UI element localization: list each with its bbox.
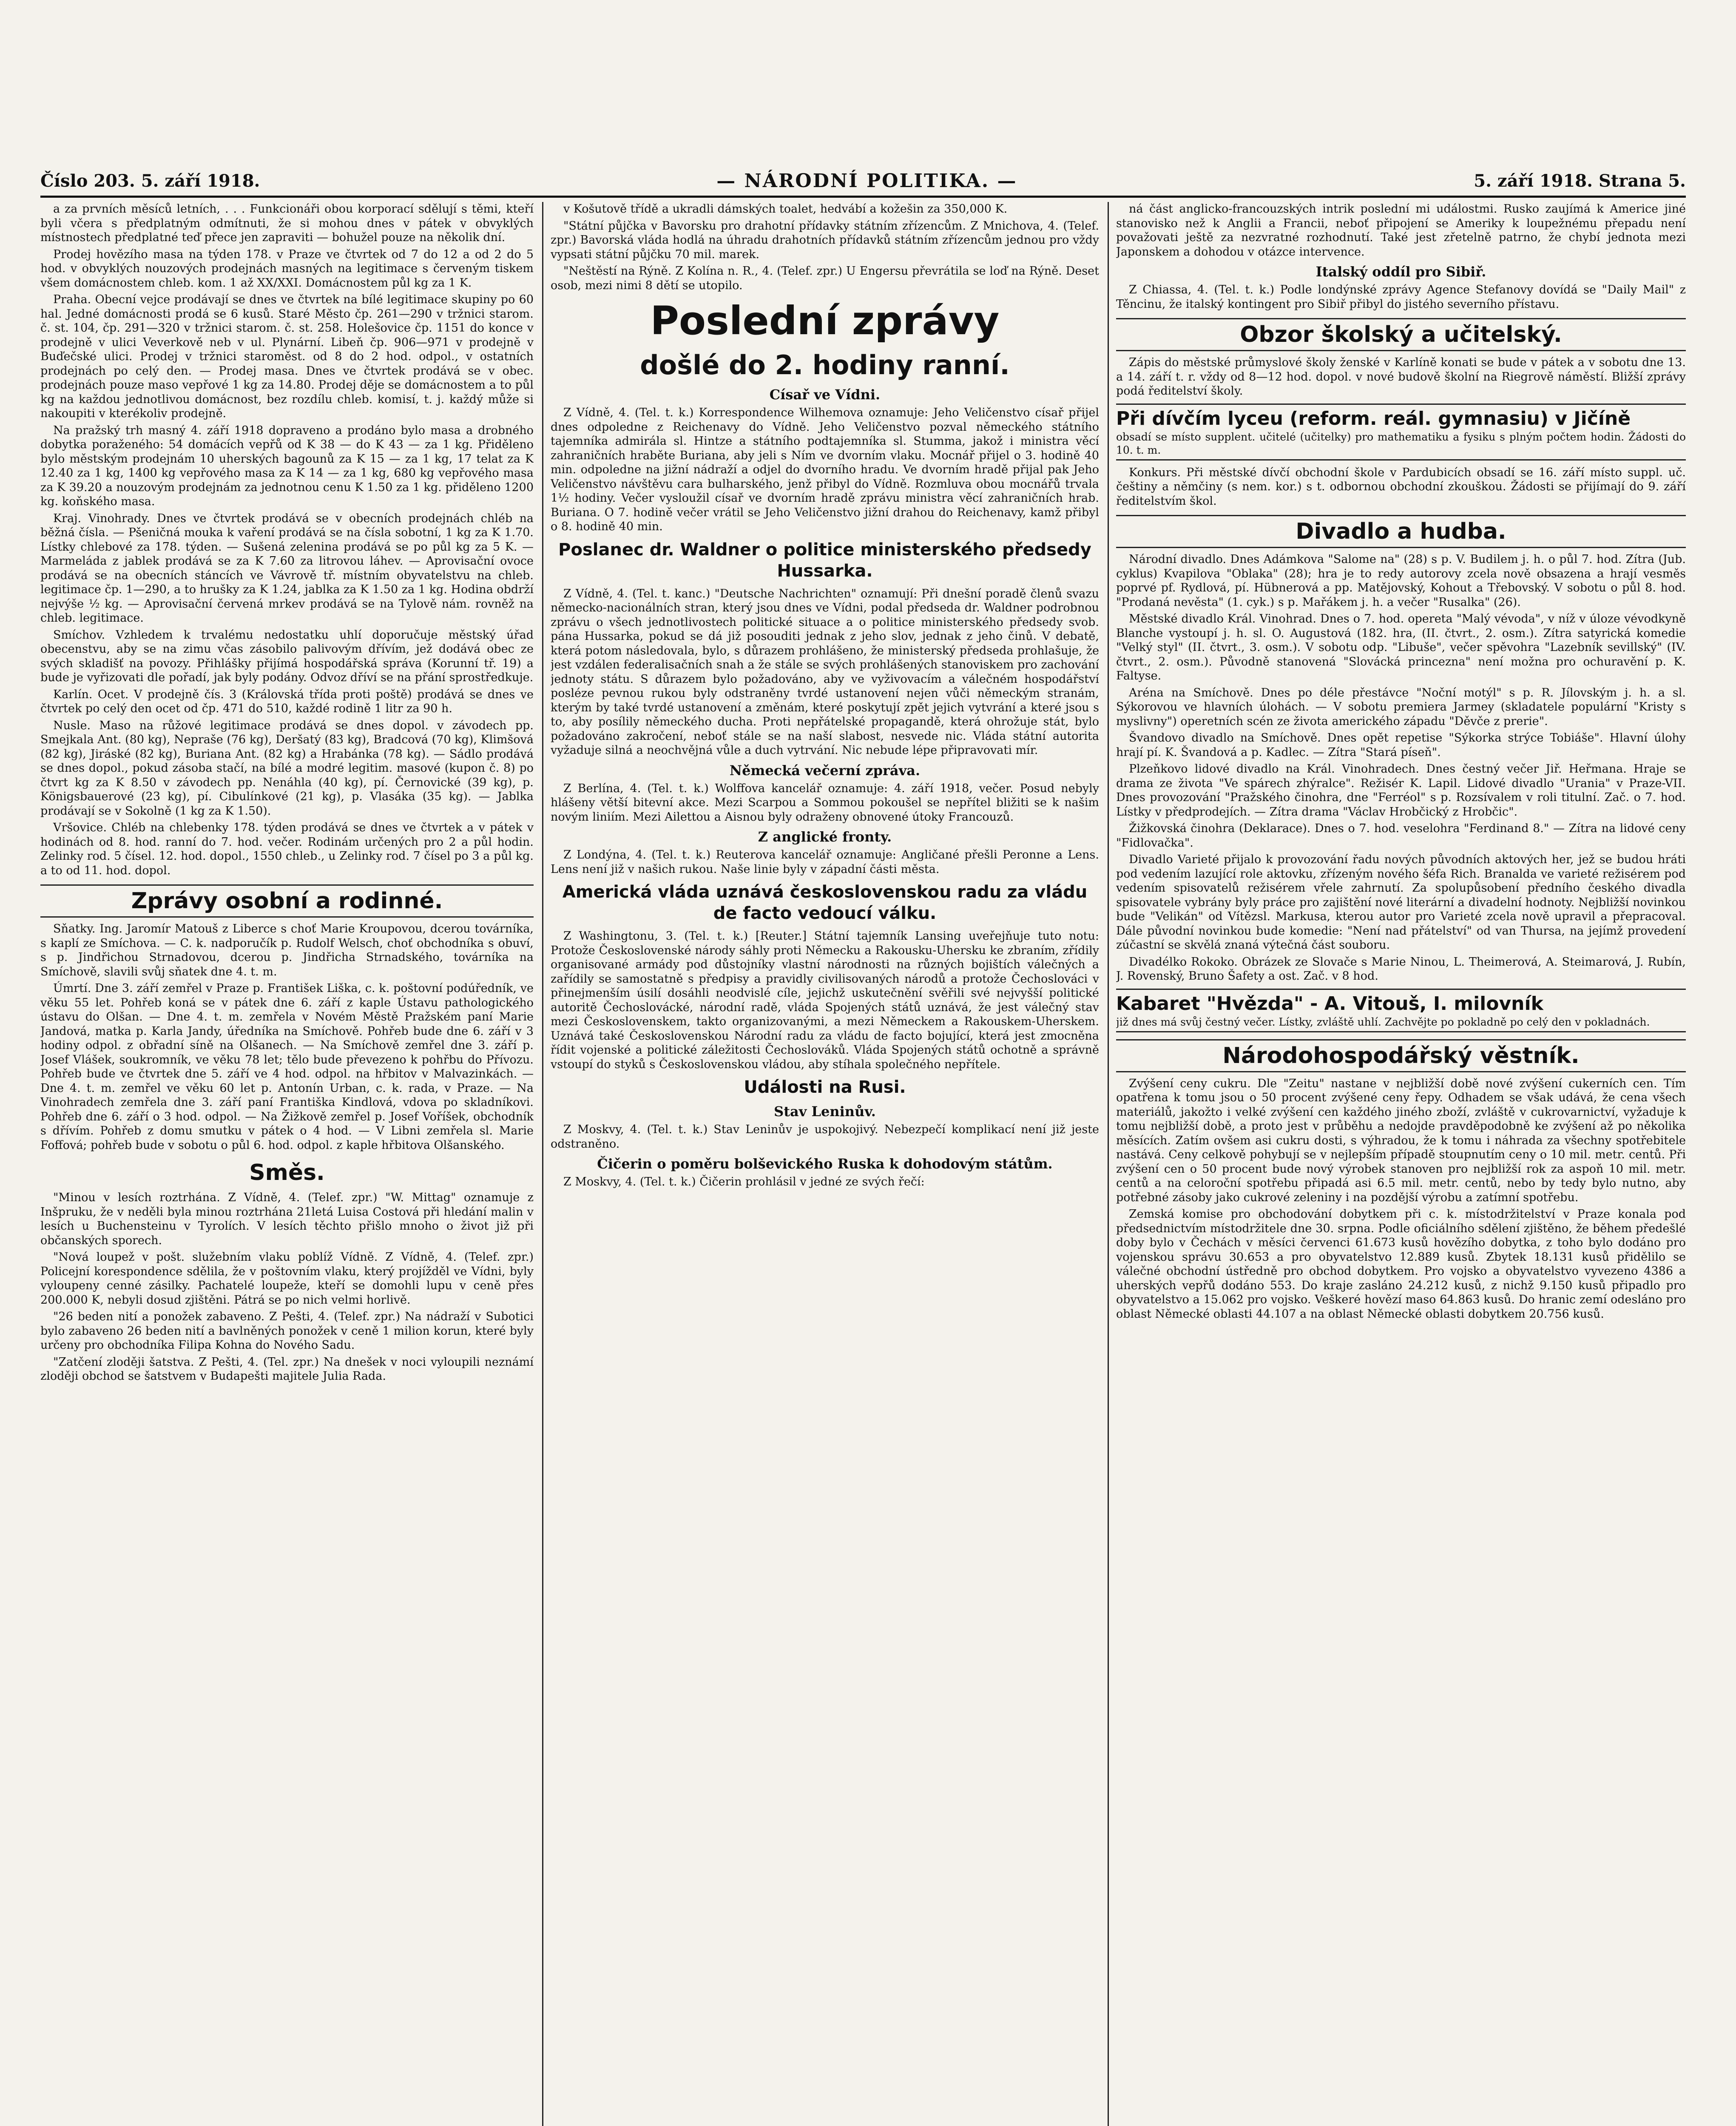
article-heading: Události na Rusi. xyxy=(744,1077,906,1097)
article-text: Národní divadlo. Dnes Adámkova "Salome na" (28) s p. V. Budilem j. h. o půl 7. hod. Zítra (Jub. cyklus) Kvapilova "Oblaka" (28); hra je to redy autorovy zcela nově obsazena a hrají vesměs poprvé pf. Rydlová, pí. Hübnerová a pp. Matějovský, Kohout a Třebovský. V sobotu o půl 8. hod. "Prodaná nevěsta" (1. cyk.) s p. Mařákem j. h. a večer "Rusalka" (26). xyxy=(1116,553,1686,609)
section-heading-personal: Zprávy osobní a rodinné. xyxy=(40,884,534,918)
article-text: Sňatky. Ing. Jaromír Matouš z Liberce s choť Marie Kroupovou, dcerou továrníka, s kaplí ze Smíchova. — C. k. nadporučík p. Rudolf Welsch, choť obchodníka s obuví, s p. Jindřichou Strnadovou, dcerou p. Jindřicha Strnadského, továrníka na Smíchově, slavili svůj sňatek dne 4. t. m. xyxy=(40,922,534,978)
article-text: Žižkovská činohra (Deklarace). Dnes o 7. hod. veselohra "Ferdinand 8." — Zítra na lidové ceny "Fidlovačka". xyxy=(1116,822,1686,850)
article-heading: Italský oddíl pro Sibiř. xyxy=(1315,264,1486,280)
article-subheading: Stav Leninův. xyxy=(774,1103,876,1120)
article-text: Městské divadlo Král. Vinohrad. Dnes o 7. hod. opereta "Malý vévoda", v níž v úloze vévodkyně Blanche vystoupí j. h. sl. O. Augustová (182. hra, (II. čtvrt., 2. osm.). Zítra satyrická komedie "Velký styl" (II. čtvrt., 3. osm.). V sobotu odp. "Libuše", večer spěvohra "Lazebník sevillský" (IV. čtvrt., 2. osm.). Původně stanovená "Slovácká princezna" není možna pro ochuravění p. K. Faltyse. xyxy=(1116,612,1686,682)
article-text: Prodej hovězího masa na týden 178. v Praze ve čtvrtek od 7 do 12 a od 2 do 5 hod. v obvyklých nouzových prodejnách masných na legitimace s červeným tiskem všem domácnostem chleb. kom. 1 až XX/XXI. Domácnostem půl kg za 1 K. xyxy=(40,247,534,290)
article-text: "Nová loupež v pošt. služebním vlaku poblíž Vídně. Z Vídně, 4. (Telef. zpr.) Policejní korespondence sdělila, že v poštovním vlaku, který projížděl ve Vídni, byly vyloupeny cenné zásilky. Pachatelé loupeže, kteří se domohli lupu v ceně přes 200.000 K, nebyli dosud zjištěni. Pátrá se po nich velmi horlivě. xyxy=(40,1251,534,1307)
column-1 xyxy=(40,202,534,2126)
article-text: Divadélko Rokoko. Obrázek ze Slovače s Marie Ninou, L. Theimerová, A. Steimarová, J. Rubín, J. Rovenský, Bruno Šafety a ost. Zač. v 8 hod. xyxy=(1116,955,1686,983)
article-text: "Zatčení zloději šatstva. Z Pešti, 4. (Tel. zpr.) Na dnešek v noci vyloupili neznámí zloději obchod se šatstvem v Budapešti majitele Julia Rada. xyxy=(40,1355,534,1383)
article-text: Kraj. Vinohrady. Dnes ve čtvrtek prodává se v obecních prodejnách chléb na běžná čísla. — Pšeničná mouka k vaření prodává se na čísla sobotní, 1 kg za K 1.70. Lístky chlebové za 178. týden. — Sušená zelenina prodává se po půl kg za 5 K. — Marmeláda z jablek prodává se za K 7.60 za litrovou láhev. — Aprovisační ovoce prodává se na obecních stáncích ve Vávrově tř. místním obyvatelstvu na chleb. legitimace čp. 1—290, a to hrušky za K 1.24, jablka za K 1.50 za 1 kg. Hodina obdrží nejvýše ½ kg. — Aprovisační červená mrkev prodává se na Tylově nám. rovněž na chleb. legitimace. xyxy=(40,512,534,625)
article-text: Konkurs. Při městské dívčí obchodní škole v Pardubicích obsadí se 16. září místo suppl. uč. češtiny a němčiny (s nem. kor.) s t. odbornou obchodní zkouškou. Žádosti se přijímají do 9. září ředitelstvím škol. xyxy=(1116,466,1686,508)
advertisement xyxy=(1116,989,1686,1032)
article-text: a za prvních měsíců letních, . . . Funkcionáři obou korporací sdělují s těmi, kteří byli včera s předplatným odmítnuti, že si mohou dnes v pátek v obvyklých místnostech předplatné teď přece jen zapraviti — bohužel pouze na několik dní. xyxy=(40,202,534,244)
article-text: Z Vídně, 4. (Tel. t. kanc.) "Deutsche Nachrichten" oznamují: Při dnešní poradě členů svazu německo-nacionálních stran, který jsou dnes ve Vídni, podal předseda dr. Waldner podrobnou zprávu o všech jednotlivostech politické situace a o politice ministerského předsedy svob. pána Hussarka, pokud se dá již posouditi jednak z jeho slov, jednak z jeho činů. V debatě, která potom následovala, bylo, s důrazem prohlášeno, že ministerský předseda prohlašuje, že jest vzdálen federalisačních snah a že stále se svých prohlášených stanoviskem pro zachování jednoty státu. S důrazem bylo požadováno, aby ve vyživovacím a válečném hospodářství posléze pevnou rukou byly odstraněny tvrdé ustanovení nejen vůči německým stranám, kterým by také tvrdé ustanovení a změnám, které poskytují zpět jejich vytvrání a které jsou s to, aby posílily německého ducha. Proti nepřátelské propagandě, která ohrožuje stát, bylo požadováno zakročení, neboť stále se na naší slabost, nesvede nic. Vláda státní autorita vyžaduje silná a neochvějná vůle a duch vytrvání. Nic nebude lépe připravovati mír. xyxy=(551,587,1099,757)
article-text: "26 beden nití a ponožek zabaveno. Z Pešti, 4. (Telef. zpr.) Na nádraží v Subotici bylo zabaveno 26 beden nití a bavlněných ponožek v ceně 1 milion korun, které byly určeny pro obchodníka Filipa Kohna do Nového Sadu. xyxy=(40,1310,534,1352)
article-text: Z Moskvy, 4. (Tel. t. k.) Stav Leninův je uspokojivý. Nebezpečí komplikací není již jeste odstraněno. xyxy=(551,1123,1099,1151)
advertisement xyxy=(1116,404,1686,460)
ad-text: obsadí se místo supplent. učitelé (učitelky) pro mathematiku a fysiku s plným počtem hodin. Žádosti do 10. t. m. xyxy=(1116,430,1686,456)
article-text: Zápis do městské průmyslové školy ženské v Karlíně konati se bude v pátek a v sobotu dne 13. a 14. září t. r. vždy od 8—12 hod. dopol. v nové budově školní na Riegrově náměstí. Bližší zprávy podá ředitelství školy. xyxy=(1116,356,1686,398)
article-text: Z Berlína, 4. (Tel. t. k.) Wolffova kancelář oznamuje: 4. září 1918, večer. Posud nebyly hlášeny větší bitevní akce. Mezi Scarpou a Sommou pokoušel se nepřítel bližiti se k našim novým liniím. Mezi Ailettou a Aisnou byly odraženy obnovené útoky Francouzů. xyxy=(551,782,1099,824)
article-text: Praha. Obecní vejce prodávají se dnes ve čtvrtek na bílé legitimace skupiny po 60 hal. Jedné domácnosti prodá se 6 kusů. Staré Město čp. 261—290 v tržnici starom. č. st. 104, čp. 291—320 v tržnici starom. č. st. 258. Holešovice čp. 1151 do konce v prodejně v ulici Veverkově neb v ul. Plynární. Libeň čp. 906—971 v prodejně v Buďečské ulici. Prodej v tržnici staroměst. od 8 do 2 hod. odpol., v ostatních prodejnách po celý den. — Prodej masa. Dnes ve čtvrtek prodává se v obec. prodejnách pouze maso vepřové 1 kg za 14.80. Prodej děje se domácnostem a to půl kg na každou jednotlivou domácnost, bez rozdílu chleb. komisí, t. j. každý může si nakoupiti v kterékoliv prodejně. xyxy=(40,293,534,420)
article-heading: Americká vláda uznává československou radu za vládu de facto vedoucí válku. xyxy=(562,882,1088,923)
article-text: Vršovice. Chléb na chlebenky 178. týden prodává se dnes ve čtvrtek a v pátek v hodinách od 8. hod. ranní do 7. hod. večer. Rodinám určených pro 2 a půl hodin. Zelinky rod. 5 čísel. 12. hod. dopol., 1550 chleb., u Zelinky rod. 7 čísel po 3 a půl kg. a to od 11. hod. dopol. xyxy=(40,821,534,877)
article-text: Švandovo divadlo na Smíchově. Dnes opět repetise "Sýkorka strýce Tobiáše". Hlavní úlohy hrají pí. K. Švandová a p. Kadlec. — Zítra "Stará píseň". xyxy=(1116,731,1686,759)
section-heading-smes: Směs. xyxy=(249,1160,325,1185)
article-text: "Neštěstí na Rýně. Z Kolína n. R., 4. (Telef. zpr.) U Engersu převrátila se loď na Rýně. Deset osob, mezi nimi 8 dětí se utopilo. xyxy=(551,264,1099,292)
article-text: Zemská komise pro obchodování dobytkem při c. k. místodržitelství v Praze konala pod předsednictvím místodržitele dne 30. srpna. Podle oficiálního sdělení zjištěno, že během předešlé doby bylo v Čechách v měsíci červenci 61.673 kusů hovězího dobytka, z toho bylo dodáno pro vojenskou správu 30.653 a pro obyvatelstvo 12.889 kusů. Zbytek 18.131 kusů přidělilo se válečné obchodní ústředně pro obchod dobytkem. Pro vojsko a obyvatelstvo vyvezeno 4386 a uherských vepřů dodáno 553. Do kraje zasláno 24.212 kusů, z nichž 9.150 kusů připadlo pro obyvatelstvo a 15.062 pro vojsko. Veškeré hovězí maso 64.863 kusů. Do hranic zemí odesláno pro oblast Německé oblasti 44.107 a na oblast Německé oblasti dobytkem 20.756 kusů. xyxy=(1116,1208,1686,1321)
article-text: Úmrtí. Dne 3. září zemřel v Praze p. František Liška, c. k. poštovní podúředník, ve věku 55 let. Pohřeb koná se v pátek dne 6. září z kaple Ústavu pathologického ústavu do Olšan. — Dne 4. t. m. zemřela v Novém Městě Pražském paní Marie Jandová, matka p. Karla Jandy, úředníka na Smíchově. Pohřeb bude dne 6. září v 3 hodiny odpol. z obřadní síně na Olšanech. — Na Smíchově zemřel dne 3. září p. Josef Vlášek, soukromník, ve věku 78 let; tělo bude převezeno k pohřbu do Přívozu. Pohřeb bude ve čtvrtek dne 5. září ve 4 hod. odpol. na hřbitov v Malvazinkách. — Dne 4. t. m. zemřel ve věku 60 let p. Antonín Urban, c. k. rada, v Praze. — Na Vinohradech zemřela dne 3. září paní Františka Kindlová, vdova po skladníkovi. Pohřeb dne 6. září o 3 hod. odpol. — Na Žižkově zemřel p. Josef Voříšek, obchodník s dřívím. Pohřeb z domu smutku v pátek o 4 hod. — V Libni zemřela sl. Marie Foffová; pohřeb bude v sobotu o půl 6. hod. odpol. z kaple hřbitova Olšanského. xyxy=(40,982,534,1152)
newspaper-page xyxy=(40,140,1686,2126)
article-text: Z Chiassa, 4. (Tel. t. k.) Podle londýnské zprávy Agence Stefanovy dovídá se "Daily Mail" z Těncinu, že italský kontingent pro Sibiř přibyl do jistého severního přístavu. xyxy=(1116,283,1686,311)
article-text: Z Washingtonu, 3. (Tel. t. k.) [Reuter.] Státní tajemník Lansing uveřejňuje tuto notu: Protože Československé národy sáhly proti Německu a Rakousku-Uhersku ke zbraním, zřídily organisované armády pod důstojníky vlastní národnosti na různých bojištích válečných a zařídily se samostatně s předpisy a pravidly civilisovaných národů a protože Čechoslováci v přinejmenším úsilí dosáhli neodvislé cíle, jejichž uskutečnění svěřili své nejvyšší politické autoritě Čechoslovácké, národní radě, vláda Spojených států uznává, že jest válečný stav mezi Československem, takto organizovanými, a mezi Německem a Rakouskem-Uherskem. Uznává také Československou Národní radu za vládu de facto bojující, která jest zmocněna řídit vojenské a politické záležitosti Čechoslováků. Vláda Spojených států ochotně a správně vstoupí do styků s Československou vládou, aby stíhala společného nepřítele. xyxy=(551,929,1099,1071)
article-heading: Poslanec dr. Waldner o politice ministerského předsedy Hussarka. xyxy=(558,540,1091,581)
article-text: ná část anglicko-francouzských intrik poslední mi událostmi. Rusko zaujímá k Americe jiné stanovisko než k Anglii a Francii, neboť připojení se Ameriky k loupežnému přepadu není považovati ještě za nezvratné rozhodnutí. Také jest zřetelně patrno, že chybí jednota mezi Japonskem a dohodou v otázce intervence. xyxy=(1116,202,1686,259)
article-text: Divadlo Varieté přijalo k provozování řadu nových původních aktových her, jež se budou hráti pod vedením lazující role aktovku, zřízeným nového šéfa Rich. Branalda ve varieté režisérem pod vedením spisovatelů režisérem vřele zahrnutí. Za spolupůsobení předního českého divadla spisovatele vybrány byly práce pro zajištění nové literární a divadelní hodnoty. Nejbližší novinkou bude "Velikán" od Vítězsl. Markusa, kterou autor pro Varieté zcela nově upravil a přepracoval. Dále původní novinkou bude komedie: "Není nad přátelství" od van Thursa, na jejímž provedení zúčastní se skvělá znaná výtečná část souboru. xyxy=(1116,853,1686,952)
newspaper-title: — NÁRODNÍ POLITIKA. — xyxy=(716,170,1017,192)
article-text: Aréna na Smíchově. Dnes po déle přestávce "Noční motýl" s p. R. Jílovským j. h. a sl. Sýkorovou ve hlavních úlohách. — V sobotu premiera Jarmey (skladatele populární "Kristy s myslivny") operetních scén ze života amerického západu "Děvče z prerie". xyxy=(1116,686,1686,728)
section-heading-theatre: Divadlo a hudba. xyxy=(1116,515,1686,548)
column-divider xyxy=(542,202,543,2126)
article-text: Z Vídně, 4. (Tel. t. k.) Korrespondence Wilhemova oznamuje: Jeho Veličenstvo císař přijel dnes odpoledne z Reichenavy do Vídně. Jeho Veličenstvo pozval německého státního tajemníka admirála sl. Hintze a státního podtajemníka sl. Stumma, jakož i ministra věcí zahraničních hraběte Buriana, aby jeli s Ním ve dvorním vlaku. Mocnář přijel o 3. hodině 40 min. odpoledne na jižní nádraží a odjel do dvorního hradu. Ve dvorním hradě přijal pak Jeho Veličenstvo návštěvu cara bulharského, jenž přibyl do Vídně. Rozmluva obou mocnářů trvala 1½ hodiny. Večer vysloužil císař ve dvorním hradě zprávu ministra věcí zahraničních hrab. Buriana. O 7. hodině večer vrátil se Jeho Veličenstvo jižní drahou do Reichenavy, kamž přibyl o 8. hodině 40 min. xyxy=(551,406,1099,533)
ad-title: Kabaret "Hvězda" - A. Vitouš, I. milovník xyxy=(1116,992,1543,1015)
section-heading-school: Obzor školský a učitelský. xyxy=(1116,318,1686,351)
article-heading: Německá večerní zpráva. xyxy=(729,762,921,779)
issue-number: Číslo 203. 5. září 1918. xyxy=(40,171,260,191)
ad-text: již dnes má svůj čestný večer. Lístky, zvláště uhlí. Zachvějte po pokladně po celý den v pokladnách. xyxy=(1116,1015,1650,1028)
article-heading: Z anglické fronty. xyxy=(758,829,892,845)
section-subheading-latest-news: došlé do 2. hodiny ranní. xyxy=(640,350,1010,381)
masthead xyxy=(40,166,1686,198)
article-text: v Košutově třídě a ukradli dámských toalet, hedvábí a kožešin za 350,000 K. xyxy=(563,202,1008,216)
article-text: Karlín. Ocet. V prodejně čís. 3 (Královská třída proti poště) prodává se dnes ve čtvrtek po celý den ocet od čp. 471 do 510, každé rodině 1 litr za 90 h. xyxy=(40,688,534,715)
article-subheading: Čičerin o poměru bolševického Ruska k dohodovým státům. xyxy=(597,1156,1053,1172)
column-divider xyxy=(1108,202,1109,2126)
article-text: "Minou v lesích roztrhána. Z Vídně, 4. (Telef. zpr.) "W. Mittag" oznamuje z Inšpruku, že v neděli byla minou roztrhána 21letá Luisa Costová při hledání malin v lesích u Buchensteinu v Tyrolích. V lesích těchto přišlo mnoho o život již při občanských sporech. xyxy=(40,1191,534,1247)
article-text: Na pražský trh masný 4. září 1918 dopraveno a prodáno bylo masa a drobného dobytka poraženého: 54 domácích vepřů od K 38 — do K 43 — za 1 kg. Přiděleno bylo městským prodejnám 10 uherských bagounů za K 15 — za 1 kg, 17 telat za K 12.40 za 1 kg, 1400 kg vepřového masa za K 14 — za 1 kg, 680 kg vepřového masa za K 39.20 a nouzovým prodejnám za jednotnou cenu K 1.50 za 1 kg. přiděleno 1200 kg. koňského masa. xyxy=(40,423,534,508)
column-3 xyxy=(1116,202,1686,2126)
article-text: Z Londýna, 4. (Tel. t. k.) Reuterova kancelář oznamuje: Angličané přešli Peronne a Lens. Lens není již v našich rukou. Naše linie byly v západní části města. xyxy=(551,848,1099,876)
article-text: Smíchov. Vzhledem k trvalému nedostatku uhlí doporučuje městský úřad obecenstvu, aby se na zimu včas zásobilo palivovým dřívím, jež dodává obec ze svých skladišť na povozy. Přihlášky přijímá hospodářská správa (Korunní tř. 19) a bude je vyřizovati dle pořadí, jak byly podány. Odvoz dříví se na přání sprostředkuje. xyxy=(40,628,534,684)
column-2 xyxy=(551,202,1099,2126)
section-heading-latest-news: Poslední zprávy xyxy=(650,298,1000,344)
article-text: Nusle. Maso na růžové legitimace prodává se dnes dopol. v závodech pp. Smejkala Ant. (80 kg), Nepraše (76 kg), Deršatý (83 kg), Bradcová (70 kg), Klimšová (82 kg), Jiráské (82 kg), Buriana Ant. (82 kg) a Hrabánka (78 kg). — Sádlo prodává se dnes dopol., pokud zásoba stačí, na bílé a modré legitim. masové (kupon č. 8) po čtvrt kg za K 8.50 v závodech pp. Nenáhla (40 kg), pí. Černovické (39 kg), p. Königsbauerové (23 kg), pí. Cibulínkové (21 kg), p. Vlasáka (35 kg). — Jablka prodávají se v Sokolně (1 kg za K 1.50). xyxy=(40,719,534,818)
page-number: 5. září 1918. Strana 5. xyxy=(1474,171,1686,191)
article-text: "Státní půjčka v Bavorsku pro drahotní přídavky státním zřízencům. Z Mnichova, 4. (Telef. zpr.) Bavorská vláda hodlá na úhradu drahotních přídavků státním zřízencům jednou pro vždy vypsati státní půjčku 70 mil. marek. xyxy=(551,219,1099,261)
article-text: Plzeňkovo lidové divadlo na Král. Vinohradech. Dnes čestný večer Jiř. Heřmana. Hraje se drama ze života "Ve spárech zhýralce". Režisér K. Lapil. Lidové divadlo "Urania" v Praze-VII. Dnes provozování "Pražského činohra, dne "Ferréol" s p. Rozsívalem v roli titulní. Zač. o 7. hod. Lístky v předprodejích. — Zítra drama "Václav Hrobčický z Hrobčic". xyxy=(1116,762,1686,819)
article-text: Z Moskvy, 4. (Tel. t. k.) Čičerin prohlásil v jedné ze svých řečí: xyxy=(563,1175,925,1188)
article-heading: Císař ve Vídni. xyxy=(769,387,881,403)
ad-title: Při dívčím lyceu (reform. reál. gymnasiu) v Jičíně xyxy=(1116,407,1631,429)
article-text: Zvýšení ceny cukru. Dle "Zeitu" nastane v nejbližší době nové zvýšení cukerních cen. Tím opatřena k tomu jsou o 50 procent zvýšené ceny řepy. Odhadem se však udává, že cena všech materiálů, jakožto i velké zvýšení cen každého jiného zboží, zvláště v cukrovarnictví, vyžaduje k tomu nejbližší době, a proto jest v průběhu a nedojde pravděpodobně ke zvýšení až po několika měsících. Zatím ovšem asi cukru dosti, s výhradou, že k tomu i náhrada za všechny spotřebitele nastává. Ceny celkově pohybují se v nejlepším případě stoupnutím ceny o 10 mil. metr. centů. Při zvýšení cen o 50 procent bude nový výrobek stanoven pro nejbližší rok za aspoň 10 mil. metr. centů a na celoroční spotřebu připadá asi 6.5 mil. metr. centů, nebo by tedy bylo nutno, aby potřebné zásoby jako cukrové zeleniny i na pozdější výrobu a zatímní spotřebu. xyxy=(1116,1077,1686,1204)
section-heading-economy: Národohospodářský věstník. xyxy=(1116,1039,1686,1072)
